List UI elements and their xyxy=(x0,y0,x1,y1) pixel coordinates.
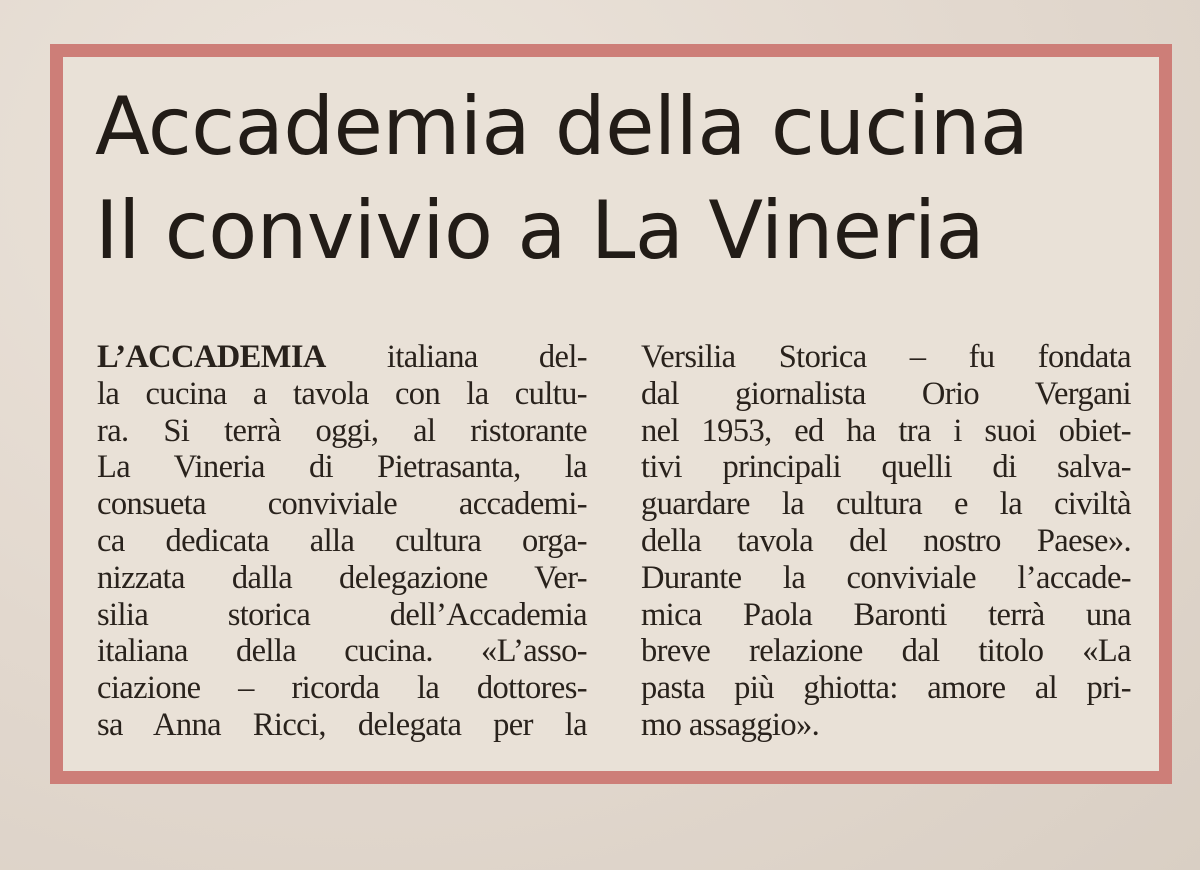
body-line: tivi principali quelli di salva- xyxy=(641,449,1131,486)
body-line: sa Anna Ricci, delegata per la xyxy=(97,706,587,743)
body-line: consueta conviviale accademi- xyxy=(97,486,587,523)
body-line: la cucina a tavola con la cultu- xyxy=(97,375,587,412)
body-line xyxy=(97,339,587,376)
body-line: ca dedicata alla cultura orga- xyxy=(97,522,587,559)
body-line: italiana della cucina. «L’asso- xyxy=(97,633,587,670)
body-line: breve relazione dal titolo «La xyxy=(641,633,1131,670)
lead-word: L’ACCADEMIA xyxy=(97,339,326,375)
body-line: pasta più ghiotta: amore al pri- xyxy=(641,670,1131,707)
body-line: La Vineria di Pietrasanta, la xyxy=(97,449,587,486)
headline-line: Il convivio a La Vineria xyxy=(95,184,985,277)
article-column-left xyxy=(97,339,587,744)
body-line: nel 1953, ed ha tra i suoi obiet- xyxy=(641,412,1131,449)
body-line-text: italiana del- xyxy=(325,339,587,375)
newspaper-clipping xyxy=(50,44,1172,784)
headline xyxy=(95,75,1165,283)
body-line: ciazione – ricorda la dottores- xyxy=(97,670,587,707)
body-line: Versilia Storica – fu fondata xyxy=(641,339,1131,375)
body-line: della tavola del nostro Paese». xyxy=(641,522,1131,559)
body-line: ra. Si terrà oggi, al ristorante xyxy=(97,412,587,449)
article-column-right xyxy=(641,339,1131,744)
body-line: mo assaggio». xyxy=(641,706,820,743)
headline-line: Accademia della cucina xyxy=(95,80,1029,173)
body-line: silia storica dell’Accademia xyxy=(97,596,587,633)
body-line: guardare la cultura e la civiltà xyxy=(641,486,1131,523)
body-line: nizzata dalla delegazione Ver- xyxy=(97,559,587,596)
body-line: mica Paola Baronti terrà una xyxy=(641,596,1131,633)
body-line: Durante la conviviale l’accade- xyxy=(641,559,1131,596)
body-line: dal giornalista Orio Vergani xyxy=(641,375,1131,412)
